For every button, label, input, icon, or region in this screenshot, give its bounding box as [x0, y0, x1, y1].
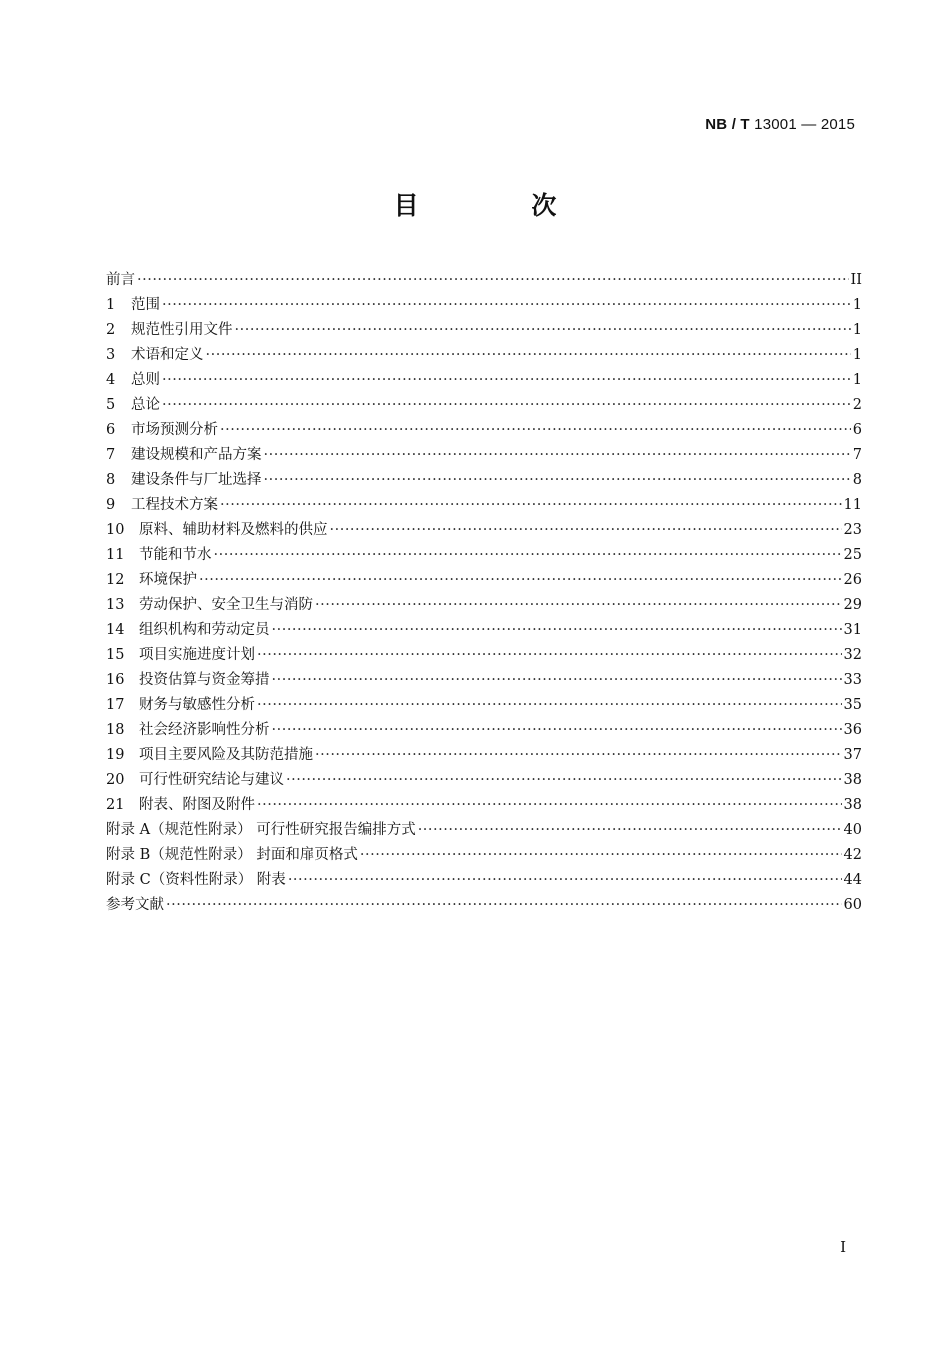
leader-dots: [137, 272, 849, 288]
page-number: I: [840, 1238, 846, 1256]
toc-entry-appendix-b[interactable]: [106, 843, 862, 868]
toc-page: 38: [843, 797, 862, 813]
leader-dots: [220, 497, 842, 513]
toc-page: 2: [852, 397, 862, 413]
toc-number: 10: [106, 522, 125, 538]
toc-label: 总论: [131, 397, 160, 413]
toc-page: 36: [843, 722, 862, 738]
leader-dots: [162, 372, 851, 388]
leader-dots: [315, 747, 842, 763]
toc-number: 2: [106, 322, 116, 338]
leader-dots: [264, 447, 851, 463]
toc-label: 项目主要风险及其防范措施: [139, 747, 313, 763]
toc-page: 25: [843, 547, 862, 563]
standard-prefix: NB / T: [705, 116, 750, 133]
toc-entry-appendix-c[interactable]: [106, 868, 862, 893]
toc-entry[interactable]: [106, 418, 862, 443]
toc-page: 44: [843, 872, 862, 888]
leader-dots: [315, 597, 842, 613]
toc-number: 3: [106, 347, 116, 363]
toc-label: 节能和节水: [139, 547, 212, 563]
leader-dots: [162, 397, 851, 413]
toc-entry-appendix-a[interactable]: [106, 818, 862, 843]
toc-entry[interactable]: [106, 318, 862, 343]
leader-dots: [235, 322, 851, 338]
toc-entry[interactable]: [106, 493, 862, 518]
toc-entry[interactable]: [106, 718, 862, 743]
toc-page: 1: [852, 372, 862, 388]
toc-page: 60: [843, 897, 862, 913]
leader-dots: [272, 622, 842, 638]
toc-entry-foreword[interactable]: [106, 268, 862, 293]
toc-label: 参考文献: [106, 897, 164, 913]
toc-label: 规范性引用文件: [131, 322, 233, 338]
toc-page: 42: [843, 847, 862, 863]
toc-entry[interactable]: [106, 343, 862, 368]
toc-label: 前言: [106, 272, 135, 288]
toc-label: 市场预测分析: [131, 422, 218, 438]
toc-entry[interactable]: [106, 443, 862, 468]
toc-page: 35: [843, 697, 862, 713]
toc-number: 13: [106, 597, 125, 613]
toc-label: 财务与敏感性分析: [139, 697, 255, 713]
toc-page: 26: [843, 572, 862, 588]
toc-label: 附表、附图及附件: [139, 797, 255, 813]
toc-page: 1: [852, 322, 862, 338]
toc-page: 1: [852, 347, 862, 363]
toc-label: 投资估算与资金筹措: [139, 672, 270, 688]
leader-dots: [166, 897, 842, 913]
toc-number: 21: [106, 797, 125, 813]
toc-number: 15: [106, 647, 125, 663]
toc-page: 6: [852, 422, 862, 438]
toc-label: 工程技术方案: [131, 497, 218, 513]
leader-dots: [272, 722, 842, 738]
toc-number: 14: [106, 622, 125, 638]
toc-number: 11: [106, 547, 125, 563]
toc-page: 33: [843, 672, 862, 688]
toc-number: 17: [106, 697, 125, 713]
toc-label: 项目实施进度计划: [139, 647, 255, 663]
toc-entry[interactable]: [106, 618, 862, 643]
toc-entry[interactable]: [106, 368, 862, 393]
leader-dots: [199, 572, 842, 588]
toc-page: 23: [843, 522, 862, 538]
toc-label: 附录 C（资料性附录） 附表: [106, 872, 286, 888]
toc-label: 建设规模和产品方案: [131, 447, 262, 463]
toc-entry[interactable]: [106, 393, 862, 418]
toc-label: 附录 A（规范性附录） 可行性研究报告编排方式: [106, 822, 416, 838]
toc-number: 9: [106, 497, 116, 513]
toc-entry[interactable]: [106, 643, 862, 668]
toc-page: 37: [843, 747, 862, 763]
toc-page: 38: [843, 772, 862, 788]
toc-label: 建设条件与厂址选择: [131, 472, 262, 488]
leader-dots: [360, 847, 842, 863]
leader-dots: [418, 822, 842, 838]
toc-entry[interactable]: [106, 668, 862, 693]
leader-dots: [257, 697, 842, 713]
toc-label: 社会经济影响性分析: [139, 722, 270, 738]
toc-number: 20: [106, 772, 125, 788]
toc-label: 总则: [131, 372, 160, 388]
toc-label: 环境保护: [139, 572, 197, 588]
leader-dots: [162, 297, 851, 313]
toc-page: II: [850, 272, 862, 288]
leader-dots: [214, 547, 842, 563]
standard-code: [705, 116, 855, 133]
leader-dots: [206, 347, 851, 363]
leader-dots: [257, 647, 842, 663]
table-of-contents: [106, 268, 862, 918]
toc-label: 术语和定义: [131, 347, 204, 363]
toc-entry[interactable]: [106, 518, 862, 543]
toc-page: 29: [843, 597, 862, 613]
toc-number: 18: [106, 722, 125, 738]
toc-entry-references[interactable]: [106, 893, 862, 918]
leader-dots: [272, 672, 842, 688]
toc-number: 12: [106, 572, 125, 588]
toc-number: 8: [106, 472, 116, 488]
standard-number: 13001 — 2015: [754, 116, 855, 133]
toc-page: 7: [852, 447, 862, 463]
toc-page: 1: [852, 297, 862, 313]
toc-label: 附录 B（规范性附录） 封面和扉页格式: [106, 847, 358, 863]
toc-number: 1: [106, 297, 116, 313]
toc-entry[interactable]: [106, 468, 862, 493]
toc-label: 组织机构和劳动定员: [139, 622, 270, 638]
leader-dots: [264, 472, 851, 488]
leader-dots: [220, 422, 851, 438]
toc-entry[interactable]: [106, 593, 862, 618]
toc-page: 40: [843, 822, 862, 838]
toc-label: 范围: [131, 297, 160, 313]
page-title: 目 次: [393, 191, 609, 220]
toc-page: 11: [843, 497, 862, 513]
leader-dots: [286, 772, 842, 788]
leader-dots: [330, 522, 842, 538]
toc-label: 劳动保护、安全卫生与消防: [139, 597, 313, 613]
toc-number: 19: [106, 747, 125, 763]
toc-label: 原料、辅助材料及燃料的供应: [139, 522, 328, 538]
toc-entry[interactable]: [106, 543, 862, 568]
toc-entry[interactable]: [106, 743, 862, 768]
toc-number: 6: [106, 422, 116, 438]
toc-entry[interactable]: [106, 768, 862, 793]
toc-page: 8: [852, 472, 862, 488]
toc-entry[interactable]: [106, 293, 862, 318]
toc-number: 7: [106, 447, 116, 463]
toc-entry[interactable]: [106, 568, 862, 593]
toc-page: 32: [843, 647, 862, 663]
toc-number: 5: [106, 397, 116, 413]
toc-label: 可行性研究结论与建议: [139, 772, 284, 788]
toc-entry[interactable]: [106, 693, 862, 718]
toc-number: 4: [106, 372, 116, 388]
leader-dots: [288, 872, 842, 888]
toc-entry[interactable]: [106, 793, 862, 818]
toc-page: 31: [843, 622, 862, 638]
leader-dots: [257, 797, 842, 813]
toc-number: 16: [106, 672, 125, 688]
